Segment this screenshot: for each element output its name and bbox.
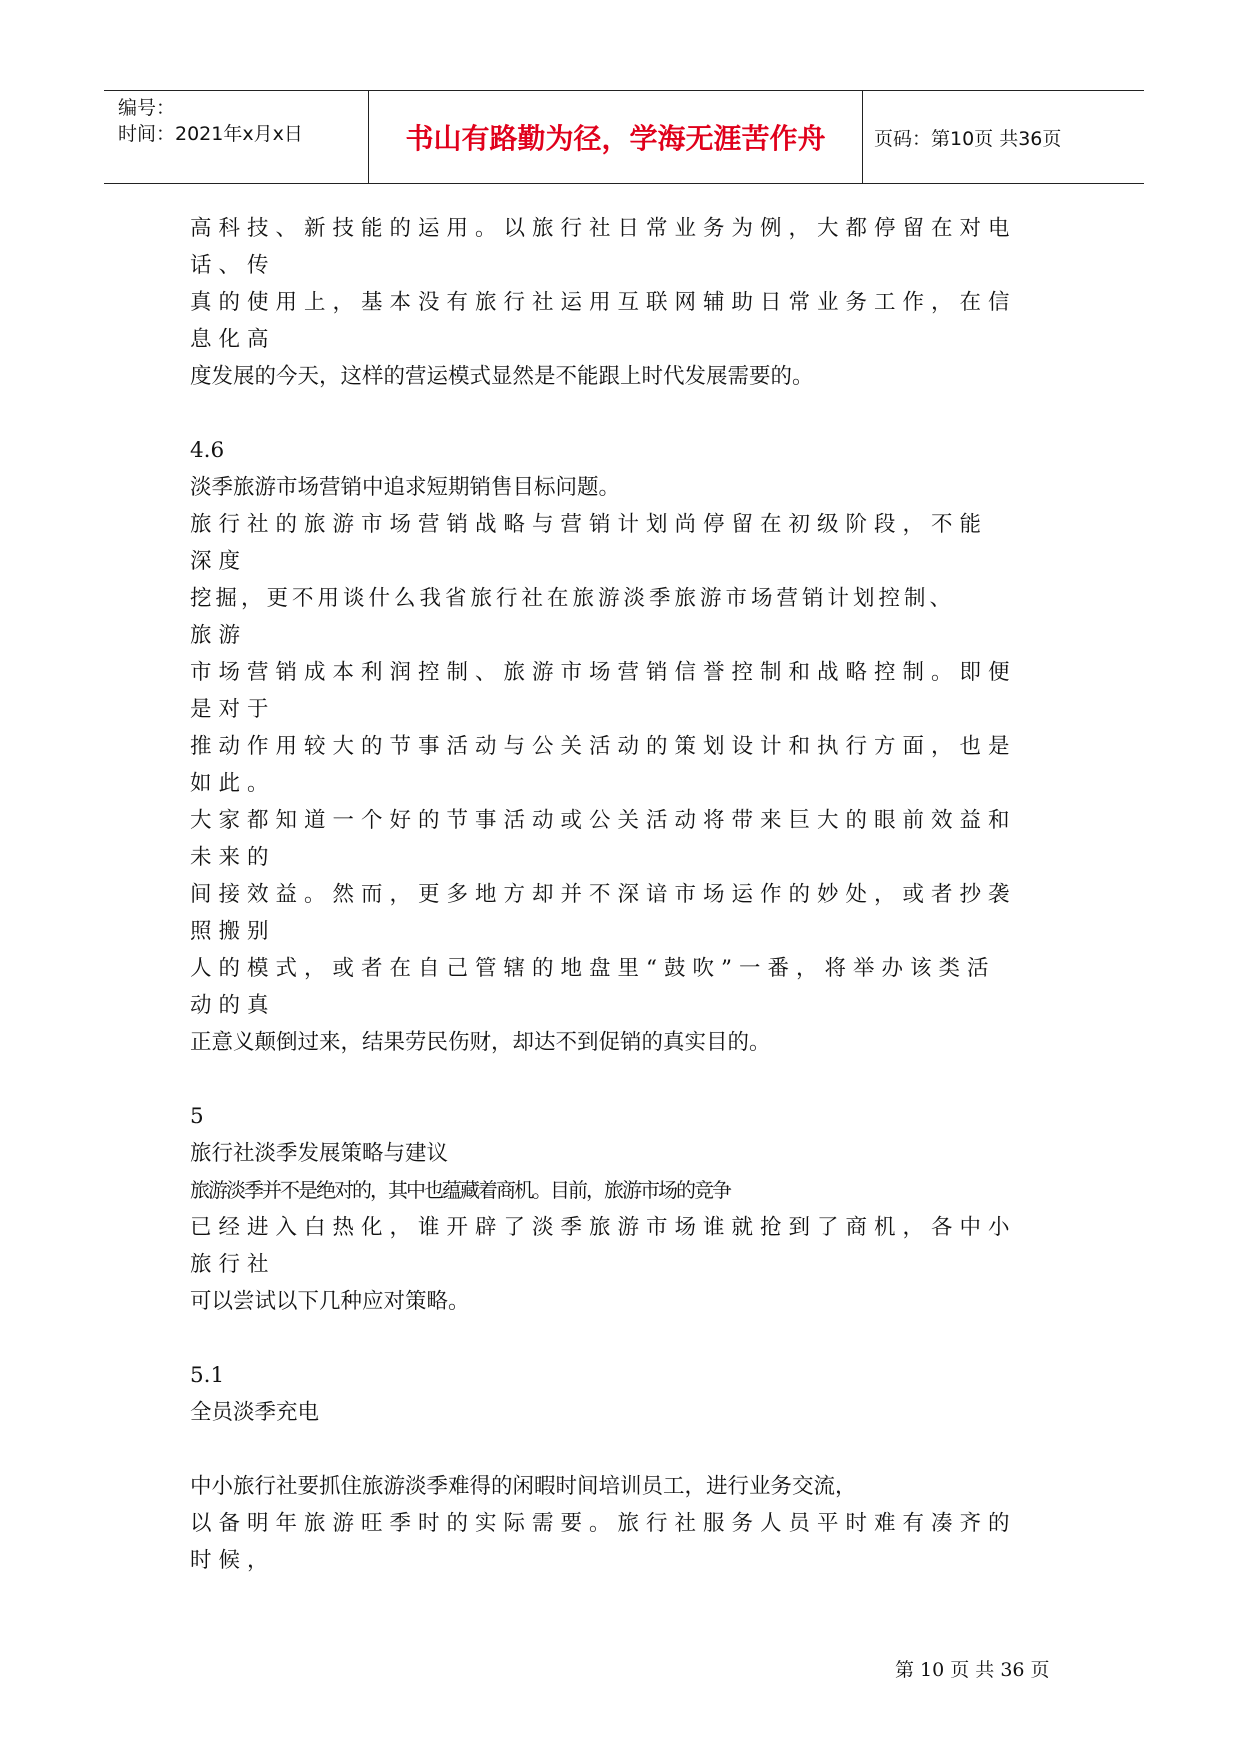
header-divider-right: [862, 91, 863, 183]
header-meta: [118, 91, 368, 183]
header-motto: 书山有路勤为径，学海无涯苦作舟: [405, 122, 826, 155]
document-body: [190, 210, 1090, 1579]
body-line: 中小旅行社要抓住旅游淡季难得的闲暇时间培训员工，进行业务交流，: [190, 1474, 857, 1499]
document-time-label: 时间：2021年x月x日: [118, 123, 303, 145]
section-heading: 淡季旅游市场营销中追求短期销售目标问题。: [190, 475, 621, 500]
body-line: 是对于: [190, 697, 276, 722]
body-line: 话、传: [190, 253, 276, 278]
body-line: 已经进入白热化，谁开辟了淡季旅游市场谁就抢到了商机，各中小: [190, 1215, 1017, 1240]
body-line: 市场营销成本利润控制、旅游市场营销信誉控制和战略控制。即便: [190, 660, 1017, 685]
body-line: 旅游淡季并不是绝对的，其中也蕴藏着商机。目前，旅游市场的竞争: [190, 1178, 730, 1202]
body-line: 大家都知道一个好的节事活动或公关活动将带来巨大的眼前效益和: [190, 808, 1017, 833]
section-number: 5: [190, 1104, 204, 1129]
page-header: [104, 90, 1144, 184]
header-page-label: 页码：第10页 共36页: [874, 127, 1062, 150]
body-line: 度发展的今天，这样的营运模式显然是不能跟上时代发展需要的。: [190, 364, 814, 389]
body-line: 息化高: [190, 327, 276, 352]
body-line: 时候，: [190, 1548, 276, 1573]
body-line: 旅行社: [190, 1252, 276, 1277]
body-line: 如此。: [190, 771, 276, 796]
body-line: 真的使用上，基本没有旅行社运用互联网辅助日常业务工作，在信: [190, 290, 1017, 315]
body-line: 高科技、新技能的运用。以旅行社日常业务为例，大都停留在对电: [190, 216, 1017, 241]
body-line: 旅游: [190, 623, 248, 648]
body-line: 动的真: [190, 993, 276, 1018]
document-number-label: 编号：: [118, 97, 176, 119]
body-line: 未来的: [190, 845, 276, 870]
body-line: 照搬别: [190, 919, 276, 944]
body-line: 人的模式，或者在自己管辖的地盘里“鼓吹”一番，将举办该类活: [190, 956, 996, 981]
body-line: 深度: [190, 549, 248, 574]
section-number: 5.1: [190, 1363, 225, 1388]
section-heading: 全员淡季充电: [190, 1400, 320, 1425]
section-number: 4.6: [190, 438, 225, 463]
body-line: 以备明年旅游旺季时的实际需要。旅行社服务人员平时难有凑齐的: [190, 1511, 1017, 1536]
page-footer: 第 10 页 共 36 页: [895, 1659, 1050, 1681]
body-line: 间接效益。然而，更多地方却并不深谙市场运作的妙处，或者抄袭: [190, 882, 1017, 907]
body-line: 旅行社的旅游市场营销战略与营销计划尚停留在初级阶段，不能: [190, 512, 989, 537]
body-line: 正意义颠倒过来，结果劳民伤财，却达不到促销的真实目的。: [190, 1030, 771, 1055]
body-line: 推动作用较大的节事活动与公关活动的策划设计和执行方面，也是: [190, 734, 1017, 759]
body-line: 可以尝试以下几种应对策略。: [190, 1289, 470, 1314]
body-line: 挖掘，更不用谈什么我省旅行社在旅游淡季旅游市场营销计划控制、: [190, 586, 956, 611]
section-heading: 旅行社淡季发展策略与建议: [190, 1141, 449, 1166]
